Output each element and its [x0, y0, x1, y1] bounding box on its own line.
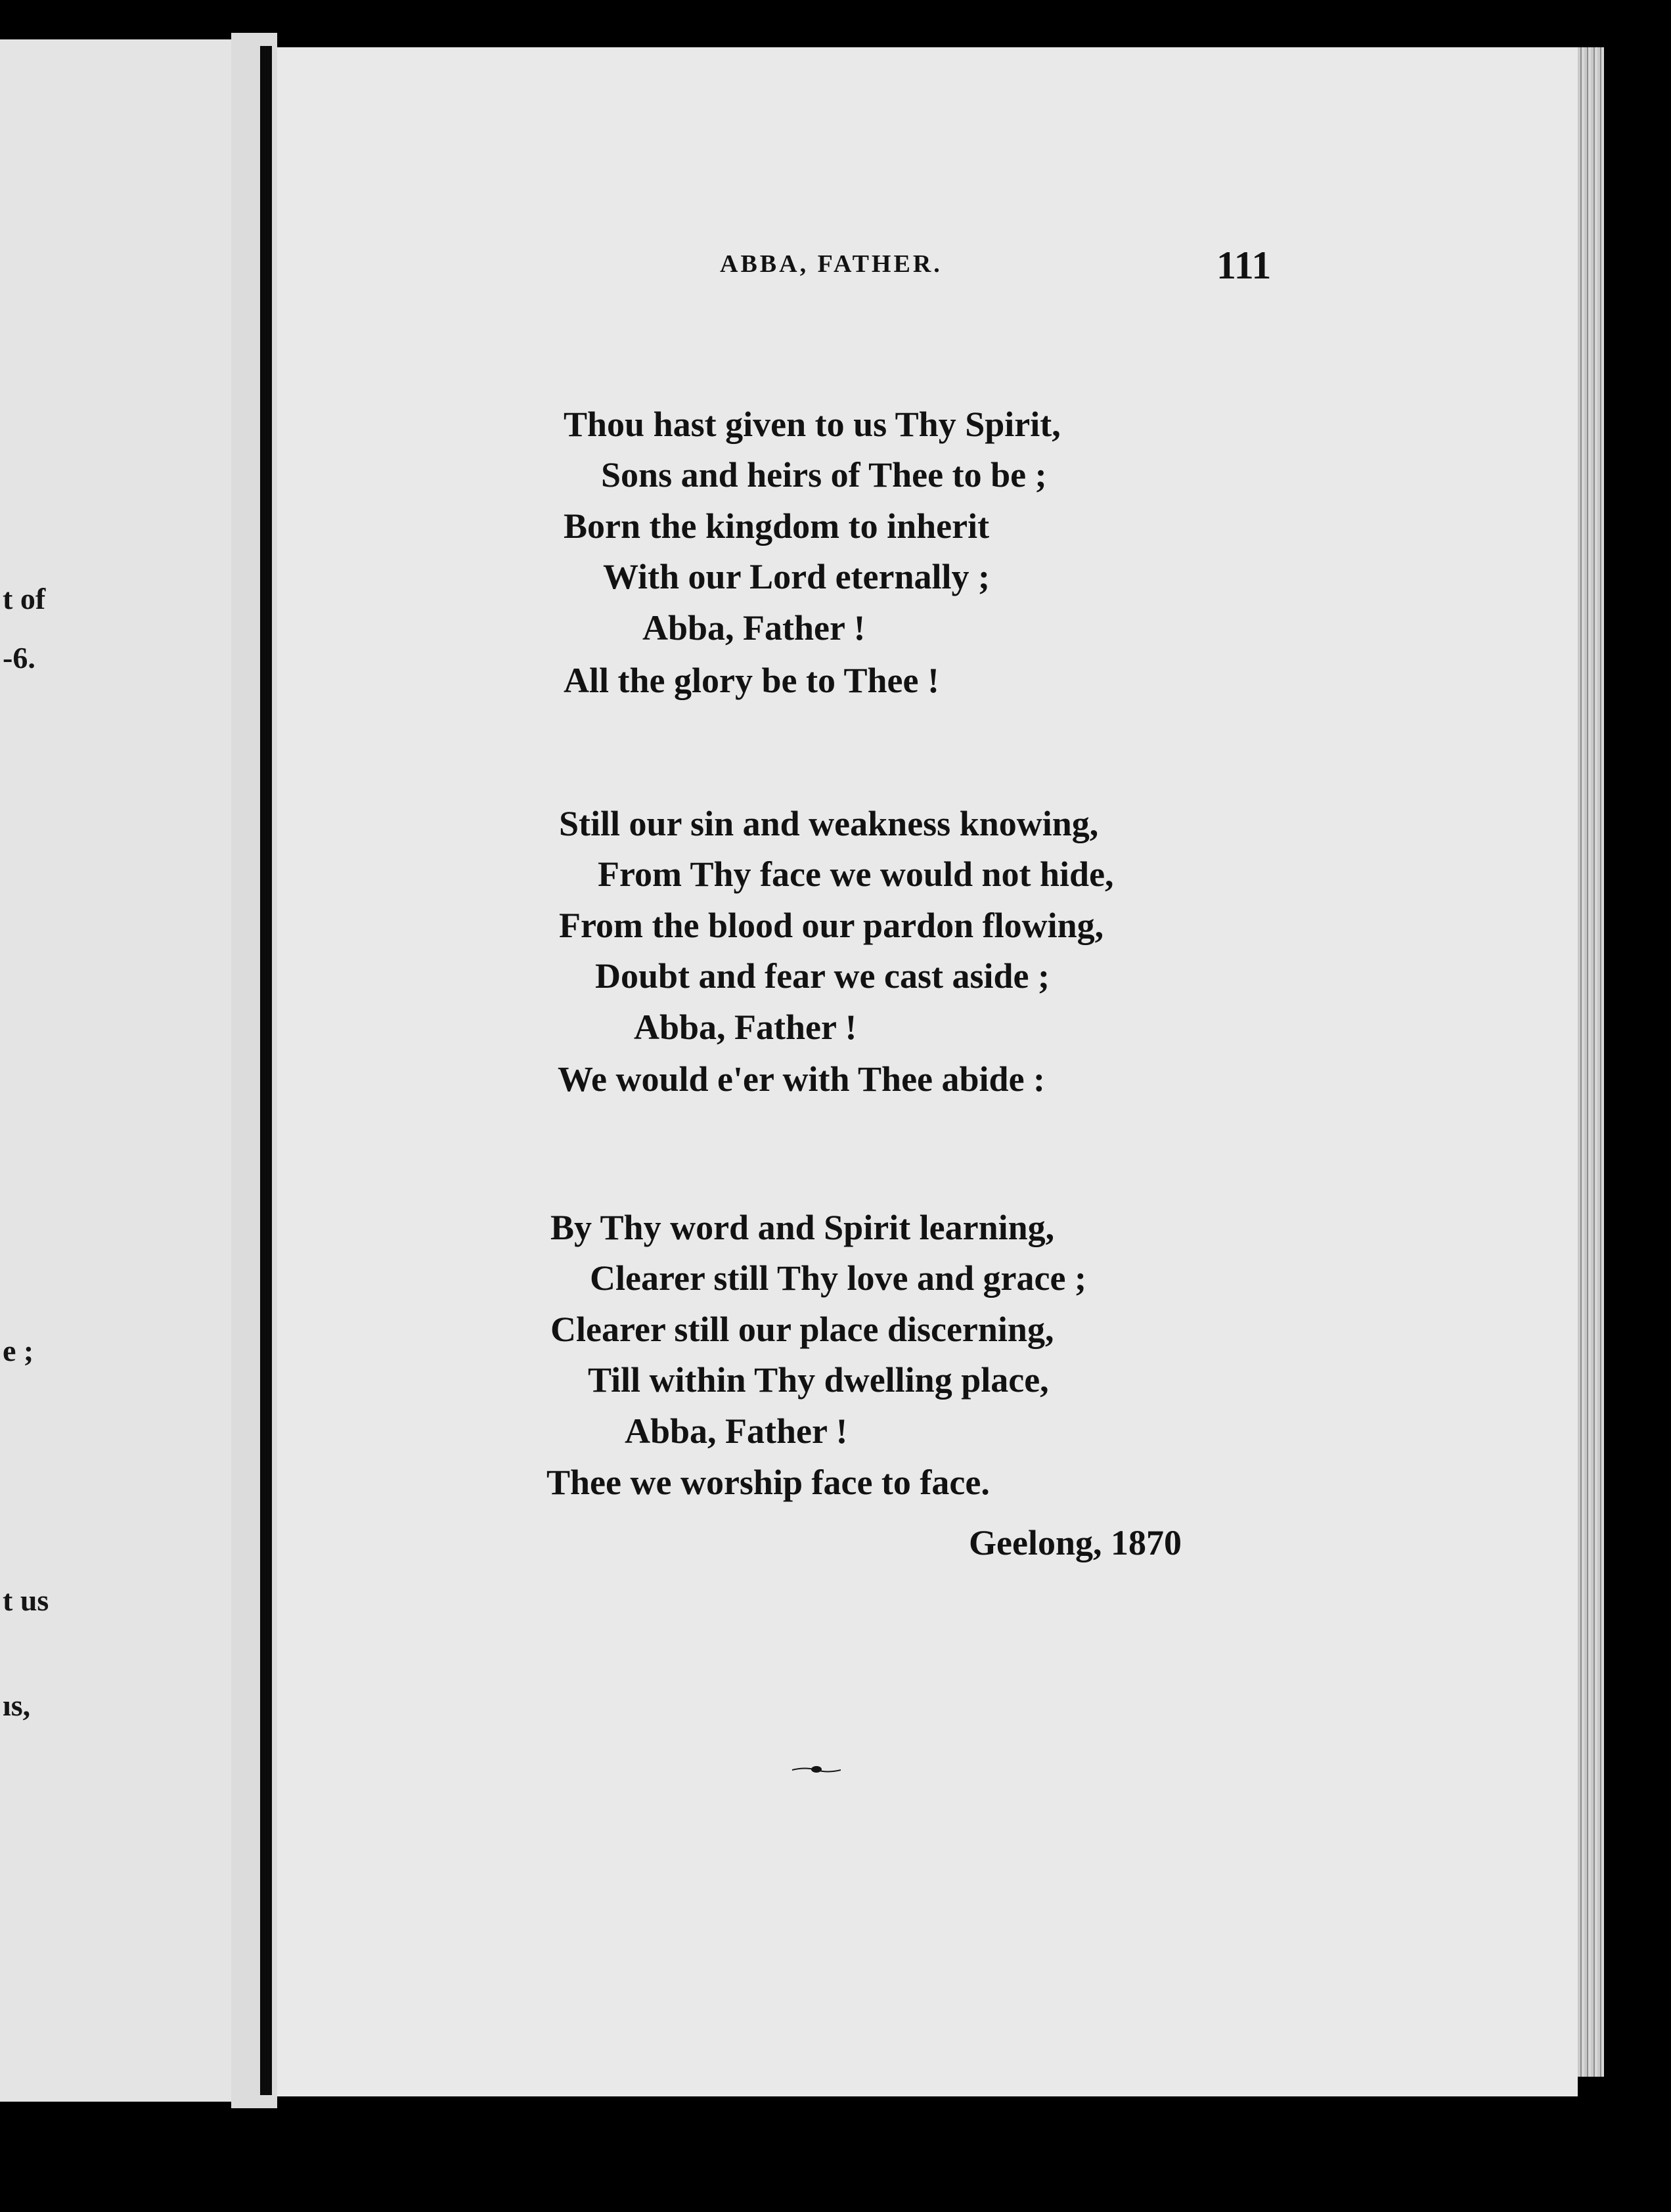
tailpiece-ornament	[792, 1764, 841, 1775]
poem-line: Abba, Father !	[625, 1411, 848, 1451]
poem-line: Still our sin and weakness knowing,	[559, 804, 1099, 843]
poem-line: We would e'er with Thee abide :	[558, 1059, 1046, 1099]
poem-line: Abba, Father !	[634, 1007, 857, 1047]
left-page	[0, 39, 231, 2102]
left-page-fragment: t us	[3, 1583, 49, 1617]
poem-line: By Thy word and Spirit learning,	[550, 1208, 1055, 1247]
left-page-fragment: ıs,	[3, 1689, 31, 1722]
poem-signature: Geelong, 1870	[969, 1523, 1182, 1562]
page-edges	[1578, 47, 1604, 2077]
poem-line: From the blood our pardon flowing,	[559, 906, 1104, 945]
gutter-shadow	[260, 46, 272, 2095]
poem-line: Sons and heirs of Thee to be ;	[601, 455, 1047, 495]
poem-line: With our Lord eternally ;	[603, 557, 990, 596]
poem-line: Thee we worship face to face.	[546, 1463, 990, 1502]
poem-line: Till within Thy dwelling place,	[588, 1360, 1049, 1400]
left-page-fragment: e ;	[3, 1334, 34, 1367]
poem-line: Born the kingdom to inherit	[564, 506, 990, 546]
poem-line: All the glory be to Thee !	[564, 661, 939, 700]
poem-line: Clearer still Thy love and grace ;	[590, 1258, 1086, 1298]
poem-line: From Thy face we would not hide,	[598, 854, 1114, 894]
poem-line: Clearer still our place discerning,	[550, 1310, 1054, 1349]
left-page-fragment: t of	[3, 582, 46, 615]
page-number: 111	[1216, 244, 1272, 287]
poem-line: Doubt and fear we cast aside ;	[595, 956, 1050, 996]
running-title: ABBA, FATHER.	[720, 250, 943, 278]
poem-line: Thou hast given to us Thy Spirit,	[564, 405, 1061, 444]
left-page-fragment: -6.	[3, 641, 35, 675]
poem-line: Abba, Father !	[642, 608, 866, 648]
